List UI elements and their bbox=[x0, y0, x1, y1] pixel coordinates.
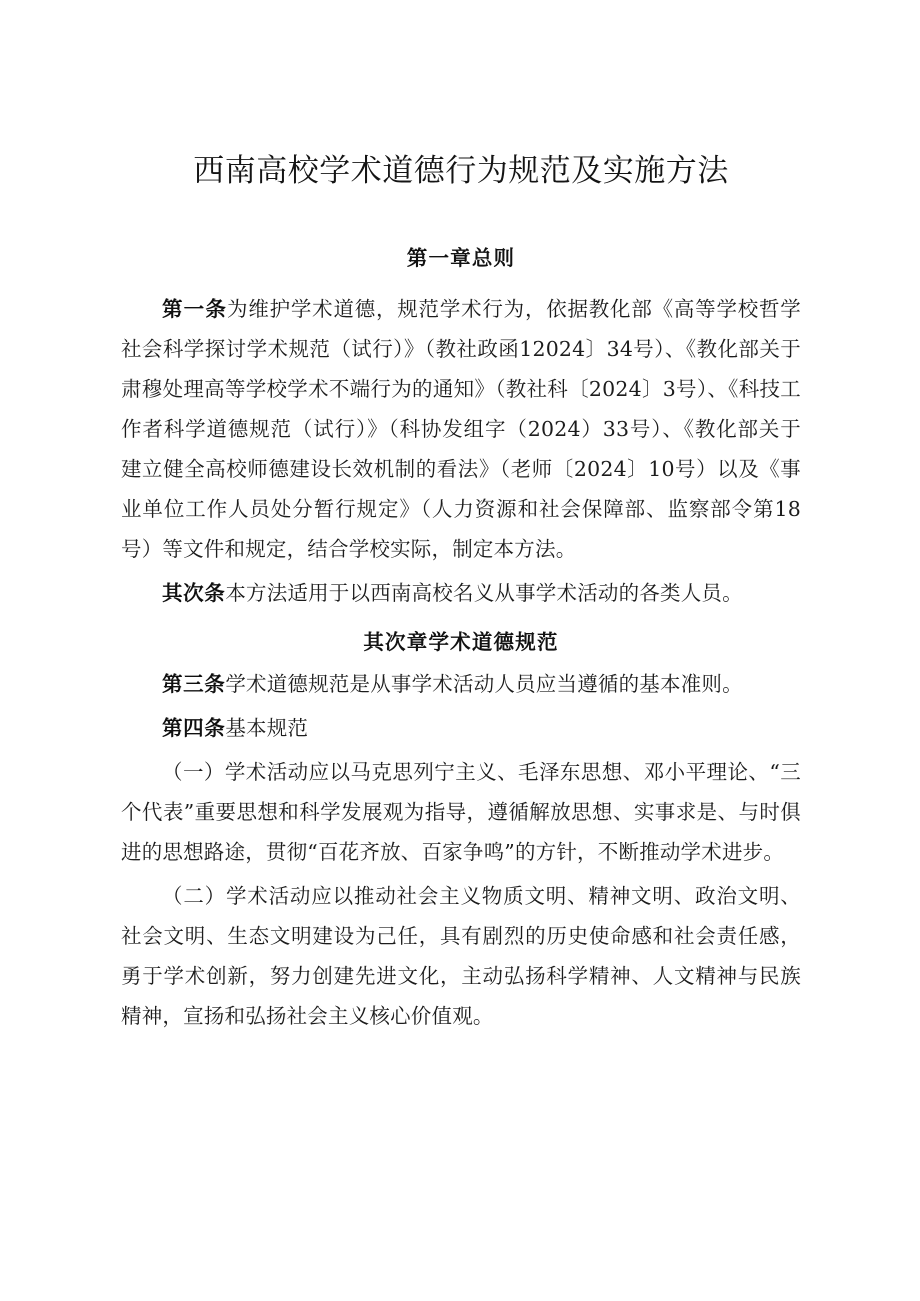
paragraph-text-article-2: 本方法适用于以西南高校名义从事学术活动的各类人员。 bbox=[225, 580, 743, 605]
paragraph-article-2 bbox=[121, 569, 801, 613]
document-title: 西南高校学术道德行为规范及实施方法 bbox=[193, 153, 729, 189]
paragraph-article-4 bbox=[121, 704, 801, 748]
paragraph-text-article-1: 为维护学术道德，规范学术行为，依据教化部《高等学校哲学社会科学探讨学术规范（试行）》（教社政函12024〕34号）、《教化部关于肃穆处理高等学校学术不端行为的通知》（教社科〔2024〕3号）、《科技工作者科学道德规范（试行）》（科协发组字（2024）33号）、《教化部关于建立健全高校师德建设长效机制的看法》（老师〔2024〕10号）以及《事业单位工作人员处分暂行规定》（人力资源和社会保障部、监察部令第18号）等文件和规定，结合学校实际，制定本方法。 bbox=[121, 296, 801, 561]
paragraph-text-item-2: （二）学术活动应以推动社会主义物质文明、精神文明、政治文明、社会文明、生态文明建设为己任，具有剧烈的历史使命感和社会责任感，勇于学术创新，努力创建先进文化，主动弘扬科学精神、人文精神与民族精神，宣扬和弘扬社会主义核心价值观。 bbox=[121, 884, 801, 1029]
paragraph-item-1 bbox=[121, 748, 801, 872]
paragraph-item-2 bbox=[121, 872, 801, 1036]
document-body bbox=[121, 0, 801, 1036]
paragraph-article-1 bbox=[121, 275, 801, 569]
paragraph-text-article-4: 基本规范 bbox=[225, 716, 309, 741]
clause-marker-article-3: 第三条 bbox=[162, 672, 226, 697]
paragraph-article-3 bbox=[121, 664, 801, 704]
clause-marker-article-4: 第四条 bbox=[162, 716, 226, 741]
clause-marker-article-1: 第一条 bbox=[162, 296, 228, 321]
paragraph-text-item-1: （一）学术活动应以马克思列宁主义、毛泽东思想、邓小平理论、“三个代表”重要思想和科学发展观为指导，遵循解放思想、实事求是、与时俱进的思想路途，贯彻“百花齐放、百家争鸣”的方针，不断推动学术进步。 bbox=[121, 760, 801, 865]
chapter-heading-2: 其次章学术道德规范 bbox=[363, 629, 559, 654]
clause-marker-article-2: 其次条 bbox=[162, 580, 226, 605]
paragraph-text-article-3: 学术道德规范是从事学术活动人员应当遵循的基本准则。 bbox=[225, 672, 743, 697]
chapter-heading-1: 第一章总则 bbox=[406, 245, 516, 270]
